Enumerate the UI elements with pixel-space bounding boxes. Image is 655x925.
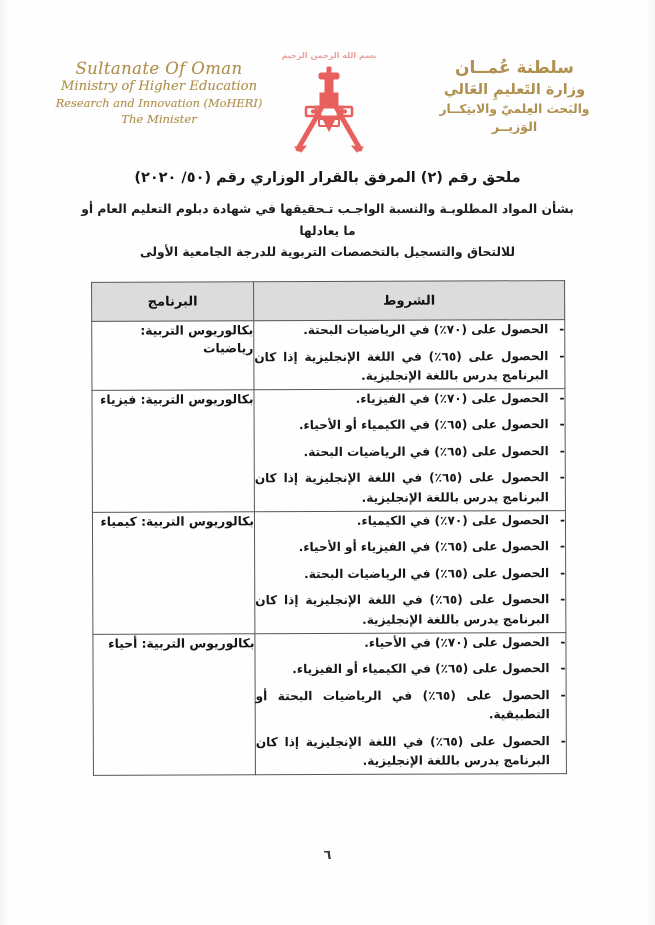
table-body — [92, 320, 567, 776]
bullet-dash-icon: - — [560, 687, 566, 702]
letterhead-arabic — [402, 56, 627, 136]
letterhead-arabic-line3: والبَحث العِلميّ والابتِكــار — [439, 101, 590, 116]
letterhead-arabic-line2: وزارة التَعليمِ العَالي — [443, 82, 586, 99]
table-row — [93, 632, 567, 775]
condition-item — [255, 511, 565, 532]
bullet-dash-icon: - — [560, 733, 566, 748]
row-program-cell: بكالوريوس التربية: فيزياء — [92, 390, 254, 513]
condition-item — [255, 469, 565, 509]
row-conditions-cell — [254, 388, 565, 511]
bullet-dash-icon: - — [559, 512, 565, 527]
condition-text: الحصول على (٧٠٪) في الفيزياء. — [355, 390, 549, 406]
basmala-text: بسم الله الرحمن الرحيم — [281, 51, 377, 60]
row-conditions-cell — [254, 320, 565, 390]
condition-text: الحصول على (٧٠٪) في الرياضيات البحتة. — [303, 322, 549, 338]
condition-text: الحصول على (٦٥٪) في الفيزياء أو الأحياء. — [298, 539, 550, 555]
bullet-dash-icon: - — [559, 348, 565, 363]
condition-text: الحصول على (٧٠٪) في الكيمياء. — [356, 512, 549, 528]
table-row — [92, 320, 565, 391]
condition-text: الحصول على (٧٠٪) في الأحياء. — [364, 634, 550, 650]
letterhead — [0, 48, 655, 168]
condition-item — [255, 564, 565, 585]
row-program-cell: بكالوريوس التربية: كيمياء — [92, 511, 254, 634]
condition-text: الحصول على (٦٥٪) في الرياضيات البحتة أو التطبيقية. — [255, 687, 550, 722]
requirements-table — [91, 280, 567, 776]
row-conditions-cell — [255, 632, 567, 775]
condition-item — [254, 347, 564, 387]
condition-item — [256, 659, 566, 680]
bullet-dash-icon: - — [559, 443, 565, 459]
document-subtitle-line2: للالتحاق والتسجيل بالتخصصات التربوية للدرجة الجامعية الأولى — [139, 245, 516, 260]
condition-text: الحصول على (٦٥٪) في اللغة الإنجليزية إذا كان البرنامج يدرس باللغة الإنجليزية. — [255, 733, 550, 769]
column-header-program: البرنامج — [92, 282, 254, 322]
page-number: ٦ — [323, 848, 332, 863]
letterhead-english-line1: Sultanate Of Oman — [75, 59, 243, 78]
conditions-list — [255, 511, 565, 631]
bullet-dash-icon: - — [559, 417, 565, 432]
letterhead-arabic-line4: الوَزيــر — [491, 119, 538, 135]
bullet-dash-icon: - — [560, 634, 566, 649]
oman-emblem-icon — [286, 61, 372, 157]
bullet-dash-icon: - — [560, 565, 566, 580]
column-header-conditions: الشروط — [254, 281, 565, 321]
condition-item — [254, 389, 564, 410]
bullet-dash-icon: - — [559, 322, 565, 337]
row-conditions-cell — [254, 510, 565, 633]
letterhead-english — [34, 58, 284, 126]
bullet-dash-icon: - — [559, 390, 565, 405]
table-header-row — [92, 281, 565, 322]
bullet-dash-icon: - — [560, 592, 566, 607]
conditions-list — [254, 389, 564, 509]
condition-item — [255, 415, 565, 436]
condition-text: الحصول على (٦٥٪) في الرياضيات البحتة. — [303, 444, 549, 459]
condition-item — [254, 320, 564, 341]
letterhead-english-line2: Ministry of Higher Education — [60, 79, 258, 95]
requirements-table-wrapper — [92, 280, 567, 776]
conditions-list — [255, 633, 566, 773]
table-row — [92, 510, 565, 634]
document-subtitle-line1: بشأن المواد المطلوبـة والنسبة الواجـب تـحقيقها في شهادة دبلوم التعليم العام أو ما يعادلها — [81, 202, 574, 238]
letterhead-arabic-line1: سلطنة عُمــان — [455, 58, 574, 78]
condition-text: الحصول على (٦٥٪) في اللغة الإنجليزية إذا كان البرنامج يدرس باللغة الإنجليزية. — [255, 592, 550, 627]
row-program-cell: بكالوريوس التربية: أحياء — [93, 633, 256, 775]
condition-item — [255, 442, 565, 463]
document-title: ملحق رقم (٢) المرفق بالقرار الوزاري رقم (٥٠/ ٢٠٢٠) — [134, 170, 521, 186]
condition-text: الحصول على (٦٥٪) في اللغة الإنجليزية إذا كان البرنامج يدرس باللغة الإنجليزية. — [254, 470, 549, 505]
bullet-dash-icon: - — [560, 539, 566, 554]
condition-item — [256, 686, 566, 726]
bullet-dash-icon: - — [559, 470, 565, 485]
national-emblem — [281, 52, 377, 168]
condition-text: الحصول على (٦٥٪) في الرياضيات البحتة. — [304, 565, 550, 581]
condition-item — [255, 590, 565, 630]
condition-item — [255, 537, 565, 558]
conditions-list — [254, 320, 564, 387]
document-subtitle — [75, 199, 580, 264]
condition-text: الحصول على (٦٥٪) في اللغة الإنجليزية إذا كان البرنامج يدرس باللغة الإنجليزية. — [254, 348, 549, 384]
table-row — [92, 388, 565, 512]
condition-text: الحصول على (٦٥٪) في الكيمياء أو الفيزياء. — [292, 661, 550, 677]
condition-item — [255, 633, 565, 654]
bullet-dash-icon: - — [560, 661, 566, 676]
condition-item — [256, 732, 566, 772]
letterhead-english-line4: The Minister — [121, 111, 197, 126]
letterhead-english-line3: Research and Innovation (MoHERI) — [55, 96, 263, 110]
row-program-cell: بكالوريوس التربية: رياضيات — [92, 321, 254, 390]
condition-text: الحصول على (٦٥٪) في الكيمياء أو الأحياء. — [298, 417, 549, 433]
